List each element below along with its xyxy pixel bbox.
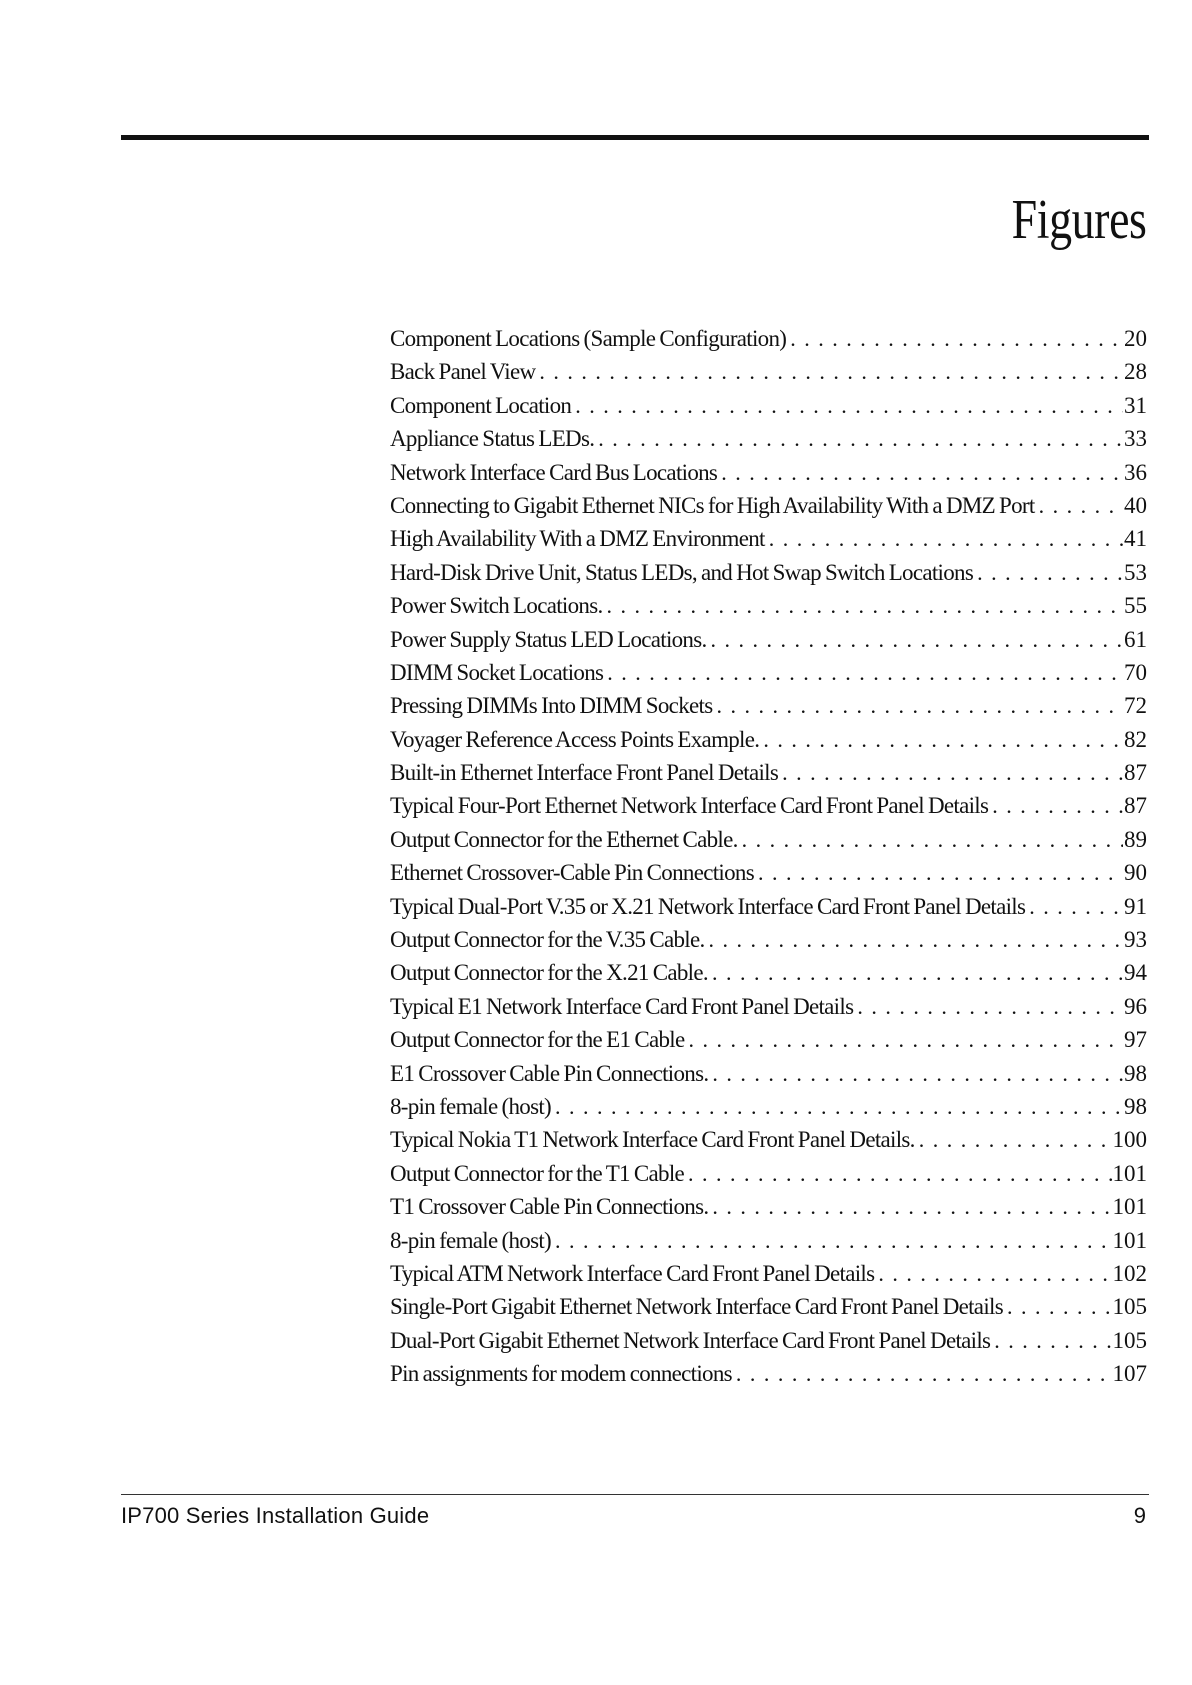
- toc-entry[interactable]: [390, 956, 1147, 989]
- toc-entry[interactable]: [390, 1057, 1147, 1090]
- figure-page-number: 105: [1112, 1327, 1147, 1353]
- toc-entry[interactable]: [390, 656, 1147, 689]
- figure-page-number: 61: [1124, 626, 1147, 652]
- dot-leader: [874, 1257, 1112, 1290]
- toc-entry[interactable]: [390, 890, 1147, 923]
- figure-title: Voyager Reference Access Points Example.: [390, 726, 760, 752]
- dot-leader: [915, 1123, 1113, 1156]
- figure-page-number: 31: [1124, 392, 1147, 418]
- dot-leader: [712, 689, 1123, 722]
- figure-title: Typical Four-Port Ethernet Network Interface Card Front Panel Details: [390, 793, 989, 819]
- figure-title: High Availability With a DMZ Environment: [390, 526, 765, 552]
- figure-page-number: 87: [1124, 760, 1147, 786]
- figure-title: Ethernet Crossover-Cable Pin Connections: [390, 860, 754, 886]
- toc-entry[interactable]: [390, 990, 1147, 1023]
- dot-leader: [759, 723, 1123, 756]
- toc-entry[interactable]: [390, 1090, 1147, 1123]
- figure-title: Typical Dual-Port V.35 or X.21 Network Interface Card Front Panel Details: [390, 893, 1026, 919]
- figure-title: Built-in Ethernet Interface Front Panel Details: [390, 760, 779, 786]
- figure-page-number: 33: [1124, 426, 1147, 452]
- toc-entry[interactable]: [390, 789, 1147, 822]
- figure-title: Dual-Port Gigabit Ethernet Network Interface Card Front Panel Details: [390, 1327, 991, 1353]
- figure-title: 8-pin female (host): [390, 1227, 551, 1253]
- figure-page-number: 82: [1124, 726, 1147, 752]
- figure-page-number: 41: [1124, 526, 1147, 552]
- toc-entry[interactable]: [390, 1224, 1147, 1257]
- figure-page-number: 90: [1124, 860, 1147, 886]
- toc-entry[interactable]: [390, 1257, 1147, 1290]
- figure-title: Typical E1 Network Interface Card Front Panel Details: [390, 993, 854, 1019]
- figure-title: Output Connector for the E1 Cable: [390, 1027, 685, 1053]
- dot-leader: [603, 589, 1123, 622]
- toc-entry[interactable]: [390, 355, 1147, 388]
- figure-title: Output Connector for the X.21 Cable.: [390, 960, 708, 986]
- dot-leader: [853, 990, 1123, 1023]
- figure-title: E1 Crossover Cable Pin Connections.: [390, 1060, 709, 1086]
- figure-title: Component Location: [390, 392, 572, 418]
- figure-page-number: 96: [1124, 993, 1147, 1019]
- figure-title: Typical ATM Network Interface Card Front Panel Details: [390, 1260, 875, 1286]
- figure-title: Power Switch Locations.: [390, 593, 603, 619]
- toc-entry[interactable]: [390, 489, 1147, 522]
- toc-entry[interactable]: [390, 756, 1147, 789]
- footer-rule: [121, 1494, 1149, 1495]
- toc-entry[interactable]: [390, 522, 1147, 555]
- figure-title: Connecting to Gigabit Ethernet NICs for High Availability With a DMZ Port: [390, 492, 1035, 518]
- figure-page-number: 89: [1124, 826, 1147, 852]
- toc-entry[interactable]: [390, 1290, 1147, 1323]
- dot-leader: [786, 322, 1123, 355]
- toc-entry[interactable]: [390, 589, 1147, 622]
- toc-entry[interactable]: [390, 1157, 1147, 1190]
- figure-title: DIMM Socket Locations: [390, 659, 604, 685]
- toc-entry[interactable]: [390, 723, 1147, 756]
- toc-entry[interactable]: [390, 322, 1147, 355]
- dot-leader: [603, 656, 1123, 689]
- figure-title: Output Connector for the Ethernet Cable.: [390, 826, 738, 852]
- dot-leader: [990, 1324, 1112, 1357]
- figure-page-number: 94: [1124, 960, 1147, 986]
- header-rule: [121, 135, 1149, 140]
- dot-leader: [1035, 489, 1123, 522]
- toc-entry[interactable]: [390, 389, 1147, 422]
- page-title: Figures: [1011, 189, 1146, 251]
- dot-leader: [988, 789, 1123, 822]
- dot-leader: [708, 1190, 1112, 1223]
- figure-page-number: 101: [1112, 1160, 1147, 1186]
- figure-page-number: 40: [1124, 492, 1147, 518]
- dot-leader: [684, 1023, 1123, 1056]
- figure-page-number: 28: [1124, 359, 1147, 385]
- dot-leader: [551, 1224, 1113, 1257]
- figure-title: Pin assignments for modem connections: [390, 1361, 732, 1387]
- figure-page-number: 101: [1112, 1194, 1147, 1220]
- dot-leader: [571, 389, 1123, 422]
- figure-title: Output Connector for the V.35 Cable.: [390, 927, 705, 953]
- toc-entry[interactable]: [390, 923, 1147, 956]
- toc-entry[interactable]: [390, 1123, 1147, 1156]
- figure-page-number: 36: [1124, 459, 1147, 485]
- dot-leader: [551, 1090, 1123, 1123]
- figure-title: Typical Nokia T1 Network Interface Card Front Panel Details.: [390, 1127, 915, 1153]
- toc-entry[interactable]: [390, 1357, 1147, 1390]
- toc-entry[interactable]: [390, 856, 1147, 889]
- dot-leader: [754, 856, 1123, 889]
- figure-page-number: 53: [1124, 559, 1147, 585]
- figure-page-number: 20: [1124, 326, 1147, 351]
- figure-title: Back Panel View: [390, 359, 536, 385]
- figure-title: Hard-Disk Drive Unit, Status LEDs, and Hot Swap Switch Locations: [390, 559, 974, 585]
- figure-title: Network Interface Card Bus Locations: [390, 459, 718, 485]
- toc-entry[interactable]: [390, 689, 1147, 722]
- dot-leader: [684, 1157, 1112, 1190]
- figure-page-number: 55: [1124, 593, 1147, 619]
- toc-entry[interactable]: [390, 823, 1147, 856]
- figure-page-number: 100: [1112, 1127, 1147, 1153]
- figure-page-number: 105: [1112, 1294, 1147, 1320]
- figure-title: Power Supply Status LED Locations.: [390, 626, 707, 652]
- dot-leader: [732, 1357, 1113, 1390]
- figure-page-number: 72: [1124, 693, 1147, 719]
- list-of-figures: [390, 322, 1147, 1391]
- dot-leader: [1025, 890, 1123, 923]
- toc-entry[interactable]: [390, 556, 1147, 589]
- figure-page-number: 98: [1124, 1093, 1147, 1119]
- footer-doc-title: IP700 Series Installation Guide: [121, 1503, 430, 1528]
- figure-page-number: 101: [1112, 1227, 1147, 1253]
- dot-leader: [738, 823, 1123, 856]
- dot-leader: [708, 1057, 1123, 1090]
- toc-entry[interactable]: [390, 456, 1147, 489]
- dot-leader: [535, 355, 1123, 388]
- dot-leader: [708, 956, 1123, 989]
- figure-title: Single-Port Gigabit Ethernet Network Interface Card Front Panel Details: [390, 1294, 1003, 1320]
- toc-entry[interactable]: [390, 1023, 1147, 1056]
- figure-page-number: 91: [1124, 893, 1147, 919]
- dot-leader: [705, 923, 1123, 956]
- toc-entry[interactable]: [390, 1324, 1147, 1357]
- dot-leader: [1003, 1290, 1113, 1323]
- figure-title: Component Locations (Sample Configuration): [390, 326, 787, 351]
- dot-leader: [717, 456, 1123, 489]
- figure-page-number: 87: [1124, 793, 1147, 819]
- figure-title: Pressing DIMMs Into DIMM Sockets: [390, 693, 713, 719]
- figure-title: Appliance Status LEDs.: [390, 426, 595, 452]
- figure-page-number: 107: [1112, 1361, 1147, 1387]
- dot-leader: [973, 556, 1123, 589]
- figure-page-number: 102: [1112, 1260, 1147, 1286]
- figure-page-number: 93: [1124, 927, 1147, 953]
- dot-leader: [778, 756, 1123, 789]
- footer-page-number: 9: [1133, 1503, 1146, 1528]
- dot-leader: [707, 623, 1123, 656]
- figure-title: 8-pin female (host): [390, 1093, 551, 1119]
- figure-page-number: 98: [1124, 1060, 1147, 1086]
- dot-leader: [765, 522, 1123, 555]
- figure-title: T1 Crossover Cable Pin Connections.: [390, 1194, 709, 1220]
- figure-page-number: 97: [1124, 1027, 1147, 1053]
- dot-leader: [594, 422, 1123, 455]
- toc-entry[interactable]: [390, 1190, 1147, 1223]
- figure-title: Output Connector for the T1 Cable: [390, 1160, 685, 1186]
- toc-entry[interactable]: [390, 422, 1147, 455]
- toc-entry[interactable]: [390, 623, 1147, 656]
- figure-page-number: 70: [1124, 659, 1147, 685]
